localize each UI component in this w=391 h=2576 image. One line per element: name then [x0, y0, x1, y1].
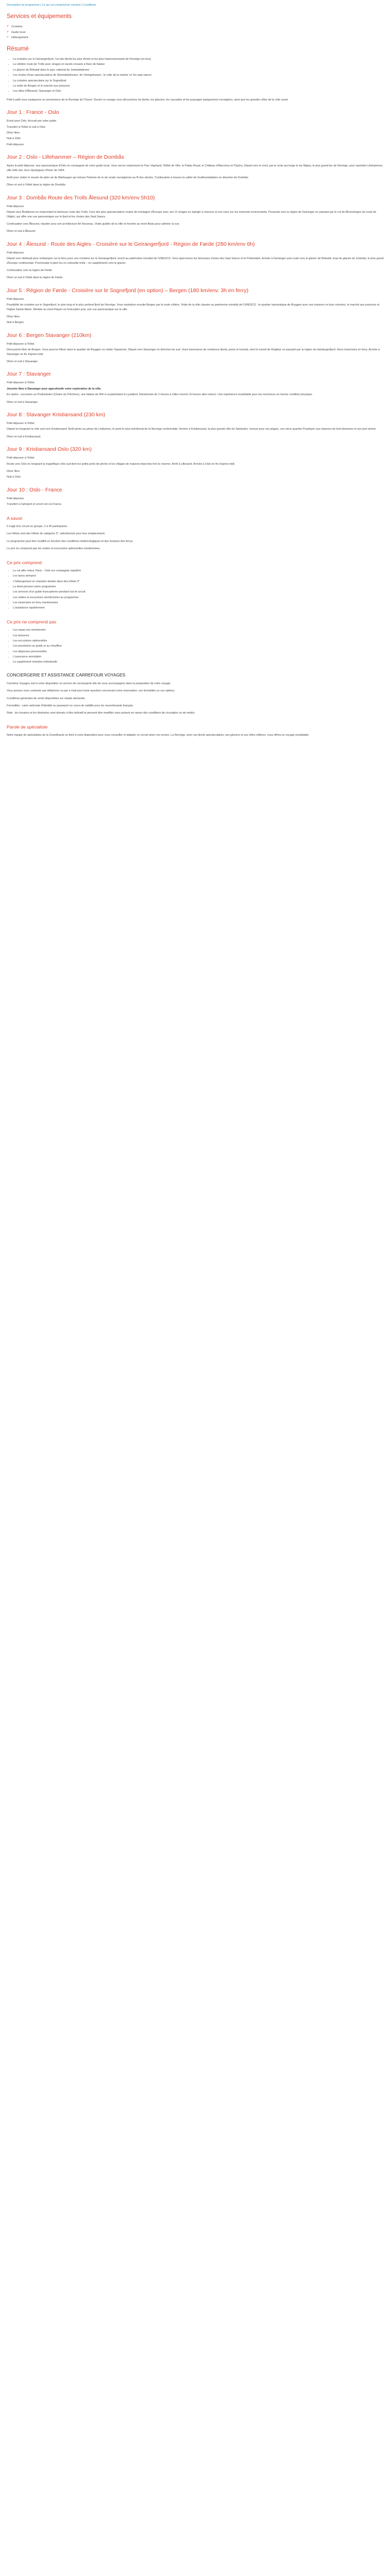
day-line: Dîner et nuit à Stavanger.: [7, 400, 39, 404]
day-line: Envol pour Oslo. Accueil par votre guide.: [7, 120, 57, 123]
inclus-item: • La demi-pension selon programme: [13, 585, 384, 589]
summary-item: • Le glacier de Briksdal dans le parc national de Jostedalsbreen: [13, 68, 384, 72]
day-line: Possibilité de croisière sur le Sognefjord, le plus long et le plus profond fjord de Norvège. Vous rejoindrez ensuite Bergen par la route côtière. Visite de la ville classée au patrimoine mondial de l'UNESCO : le quartier hanséatique de Bryggen avec ses maisons en bois colorées, le marché aux poissons et l'église Sainte-Marie. Montée au mont Fløyen en funiculaire pour une vue panoramique sur la ville.: [7, 303, 380, 311]
day-line: Petit déjeuner.: [7, 251, 25, 255]
non-inclus-item: • Le supplément chambre individuelle: [13, 660, 384, 664]
day-line: Dîner et nuit à l'hôtel dans la région de Dombås.: [7, 183, 67, 187]
inclus-item: • Les services d'un guide francophone pendant tout le circuit: [13, 590, 384, 594]
inclus-item: • Les visites et excursions mentionnées au programme: [13, 596, 384, 600]
day-line: Continuation vers Ålesund, réputée pour son architecture Art Nouveau. Visite guidée de la ville et montée au mont Aksla pour admirer la vue.: [7, 222, 180, 226]
page: [0, 0, 391, 756]
day-line: Petit déjeuner à l'hôtel.: [7, 422, 35, 426]
day-line: Route vers Oslo en longeant la magnifique côte sud dont les petits ports de pêche et les villages de maisons blanches font le charme. Arrêt à Lillesand. Arrivée à Oslo en fin d'après-midi.: [7, 462, 235, 466]
conditions-line: Conditions générales de vente disponibles sur simple demande.: [7, 697, 86, 700]
inclus-item: • Les taxes aéroport: [13, 574, 384, 578]
inclus-list: [7, 569, 384, 611]
day-title: Jour 10 : Oslo - France: [7, 486, 62, 493]
day-line: Nuit à Oslo.: [7, 476, 22, 479]
highlight-item: ✔ Hébergement: [7, 36, 384, 40]
day-line: Découverte libre de Bergen. Vous pourrez flâner dans le quartier de Bryggen ou visiter l'aquarium. Départ vers Stavanger en direction du sud. Vous traverserez de nombreux fjords, ponts et tunnels, dont le tunnel de Rogfast, en passant par la région du Hardangerfjord. Deux traversées en ferry. Arrivée à Stavanger en fin d'après-midi.: [7, 348, 380, 356]
intro-text: Petit à petit vous naviguerez en provenance de la Norvège de l'Ouest. Durant ce voyage vous découvrirez les fjords, les glaciers, les cascades et les paysages typiquement norvégiens, ainsi que les grandes villes de la côte ouest.: [7, 98, 289, 101]
day-block: [7, 154, 384, 188]
conditions-line: Formalités : carte nationale d'identité ou passeport en cours de validité pour les ressortissants français.: [7, 704, 134, 707]
day-line: Petit déjeuner.: [7, 497, 25, 500]
summary-item: • La croisière spectaculaire sur le Sognefjord: [13, 79, 384, 83]
highlight-item: ✔ Croisière: [7, 25, 384, 29]
inclus-title: Ce prix comprend: [7, 560, 42, 565]
highlights-list: [7, 25, 384, 40]
day-title: Jour 7 : Stavanger: [7, 371, 51, 378]
day-line: Dîner libre.: [7, 470, 21, 473]
day-line: En option : excursion au Preikestolen (Chaire du Prêcheur), une falaise de 604 m surplombant le Lysefjord. Randonnée de 2 heures à l'aller environ (4 heures aller-retour). Une expérience inoubliable pour les marcheurs en bonne condition physique.: [7, 393, 313, 397]
summary-item: • La visite de Bergen et le marché aux poissons: [13, 84, 384, 88]
day-line: Dîner et nuit à Stavanger.: [7, 360, 39, 363]
trip-note: Note : les horaires et les itinéraires sont donnés à titre indicatif et peuvent être modifiés sans préavis en raison des conditions de circulation ou de météo.: [7, 711, 196, 715]
summary-item: • La célèbre route de Trolls avec virages en lacets creusés à flanc de falaise: [13, 62, 384, 66]
day-block: [7, 371, 384, 404]
non-inclus-item: • Les dépenses personnelles: [13, 650, 384, 654]
inclus-item: • L'assistance rapatriement: [13, 606, 384, 610]
day-line: Dîner libre.: [7, 315, 21, 318]
day-title: Jour 1 : France - Oslo: [7, 109, 59, 116]
day-line: Petit déjeuner.: [7, 205, 25, 208]
partner-title: Parole de spécialiste: [7, 724, 48, 730]
partner-line: Notre équipe de spécialistes de la Scandinavie se tient à votre disposition pour vous conseiller et adapter ce circuit selon vos envies. La Norvège, avec ses fjords spectaculaires, ses glaciers et ses villes côtières, vous offrira un voyage inoubliable.: [7, 733, 309, 737]
summary-item: • La croisière sur le Geirangerfjord, l'un des fjords les plus étroits et les plus impressionnants de Norvège (en bus): [13, 57, 384, 61]
itinerary: [7, 109, 384, 507]
day-line: Petit déjeuner: [7, 143, 24, 146]
day-line: Dîner libre.: [7, 131, 21, 134]
day-block: [7, 287, 384, 325]
day-title: Jour 6 : Bergen Stavanger (210km): [7, 332, 92, 338]
day-line: Après le petit déjeuner, tour panoramique d'Oslo en compagnie de votre guide local. Vous verrez notamment le Parc Vigeland, l'Hôtel de Ville, le Palais Royal, le Château d'Akershus et l'Opéra. Départ vers le nord, par la route qui longe le lac Mjøsa, le plus grand lac de Norvège, pour rejoindre Lillehammer, ville hôte des Jeux olympiques d'hiver de 1994.: [7, 164, 383, 172]
day-line: Dîner et nuit à Kristiansand.: [7, 435, 41, 438]
day-line: Dîner et nuit à l'hôtel dans la région de Førde.: [7, 276, 63, 280]
inclus-item: • Le vol aller-retour Paris – Oslo sur compagnie régulière: [13, 569, 384, 573]
conditions-line: Vous pouvez nous contacter par téléphone ou par e-mail pour toute question concernant votre réservation, vos formalités ou vos options.: [7, 689, 175, 693]
day-line: Journée libre à Stavanger pour approfondir votre exploration de la ville.: [7, 387, 102, 391]
day-line: Petit déjeuner.: [7, 297, 25, 301]
conditions-line: Carrefour Voyages met à votre disposition un service de conciergerie afin de vous accompagner dans la préparation de votre voyage.: [7, 682, 171, 685]
day-line: Départ vers Hellesylt pour embarquer sur le ferry pour une croisière sur le Geirangerfjord, inscrit au patrimoine mondial de l'UNESCO. Vous apercevrez les fameuses chutes des Sept Sœurs et le Prétendant. Arrivée à Geiranger puis route vers le glacier de Briksdal, bras du glacier de Jostedal, le plus grand d'Europe continentale. Promenade à pied (ou en voiturette trolls – en supplément) vers le glacier.: [7, 257, 384, 265]
day-line: Arrêt pour visiter le musée de plein air de Maihaugen qui retrace l'histoire de la vie rurale norvégienne au fil des siècles. Continuation à travers la vallée de Gudbrandsdalen en direction de Dombås.: [7, 176, 249, 179]
day-title: Jour 5 : Région de Førde - Croisière sur le Sognefjord (en option) – Bergen (180 km/env. 3h en ferry): [7, 287, 249, 294]
included-title: A savoir: [7, 515, 23, 521]
day-line: Continuation vers la région de Førde.: [7, 268, 53, 272]
highlight-item: ✔ Guide local: [7, 30, 384, 35]
non-inclus-item: • Les excursions optionnelles: [13, 639, 384, 643]
day-title: Jour 8 : Stavanger Kristiansand (230 km): [7, 411, 105, 418]
day-title: Jour 9 : Kristiansand Oslo (320 km): [7, 446, 92, 453]
day-line: Petit déjeuner à l'hôtel.: [7, 342, 35, 346]
included-line: Les hôtels sont des hôtels de catégorie 3*, sélectionnés pour leur emplacement.: [7, 532, 106, 536]
non-inclus-title: Ce prix ne comprend pas: [7, 619, 57, 624]
day-line: Départ en longeant la côte sud vers Kristiansand. Arrêt photo au phare de Lindesnes, le point le plus méridional de la Norvège continentale. Arrivée à Kristiansand, la plus grande ville du Sørlandet, connue pour ses plages, son vieux quartier Posebyen aux maisons de bois blanches et son port animé.: [7, 428, 377, 431]
non-inclus-item: • Les boissons: [13, 634, 384, 638]
included-line: Il s'agit d'un circuit en groupe, 2 à 40 participants.: [7, 525, 68, 529]
non-inclus-list: [7, 628, 384, 665]
inclus-item: • Les traversées en ferry mentionnées: [13, 601, 384, 605]
day-block: [7, 412, 384, 439]
included-line: Le prix ne comprend pas les visites et excursions optionnelles mentionnées.: [7, 547, 101, 551]
day-line: Petit déjeuner à l'hôtel.: [7, 456, 35, 460]
day-block: [7, 487, 384, 507]
day-line: Nuit à Oslo.: [7, 137, 22, 141]
day-line: Départ vers Åndalsnes en empruntant la fameuse route des Trolls, l'une des plus spectaculaires routes de montagne d'Europe avec ses 11 virages en épingle à cheveux et ses vues sur les sommets environnants. Poursuite vers la région de Geiranger en passant par le col de Ørnesvingen (la route de l'Aigle), qui offre une vue panoramique sur le fjord et les chutes des Sept Sœurs.: [7, 211, 377, 218]
summary-list: [7, 57, 384, 94]
highlights-title: Services et équipements: [7, 13, 72, 20]
day-line: Nuit à Bergen.: [7, 321, 25, 325]
day-title: Jour 3 : Dombås Route des Trolls Ålesund (320 km/env 5h10): [7, 194, 155, 201]
summary-item: • Les villes d'Ålesund, Stavanger et Oslo: [13, 89, 384, 93]
inclus-item: • L'hébergement en chambre double dans des hôtels 3*: [13, 580, 384, 584]
day-line: Transfert à l'hôtel et nuit à Oslo.: [7, 125, 46, 129]
non-inclus-item: • L'assurance annulation: [13, 655, 384, 659]
non-inclus-item: • Les pourboires au guide et au chauffeur: [13, 644, 384, 648]
day-block: [7, 446, 384, 480]
included-line: Le programme peut être modifié en fonction des conditions météorologiques et des horaires des ferrys.: [7, 539, 134, 543]
day-line: Transfert à l'aéroport et envol vers la France.: [7, 503, 62, 506]
conditions-title: CONCIERGERIE ET ASSISTANCE CARREFOUR VOYAGES: [7, 672, 125, 677]
day-block: [7, 332, 384, 364]
day-block: [7, 241, 384, 280]
day-title: Jour 2 : Oslo - Lillehammer – Région de Dombås: [7, 154, 124, 161]
breadcrumb-links[interactable]: Description du programme | Ce qui est compris/non compris | Conditions: [7, 4, 96, 7]
day-title: Jour 4 : Ålesund - Route des Aigles - Croisière sur le Geirangerfjord - Région de Førde (280 km/env 6h): [7, 241, 255, 247]
summary-title: Résumé: [7, 46, 29, 53]
day-line: Dîner et nuit à Ålesund.: [7, 230, 36, 233]
day-block: [7, 109, 384, 147]
non-inclus-item: • Les repas non mentionnés: [13, 628, 384, 632]
day-block: [7, 195, 384, 234]
breadcrumb[interactable]: [7, 3, 384, 7]
day-line: Petit déjeuner à l'hôtel.: [7, 381, 35, 385]
summary-item: • Les chutes d'eau spectaculaires de Steinsdalsfossen, de Vøringsfossen, ‘le voile de la mariée’ et ‘les sept sœurs’: [13, 73, 384, 77]
